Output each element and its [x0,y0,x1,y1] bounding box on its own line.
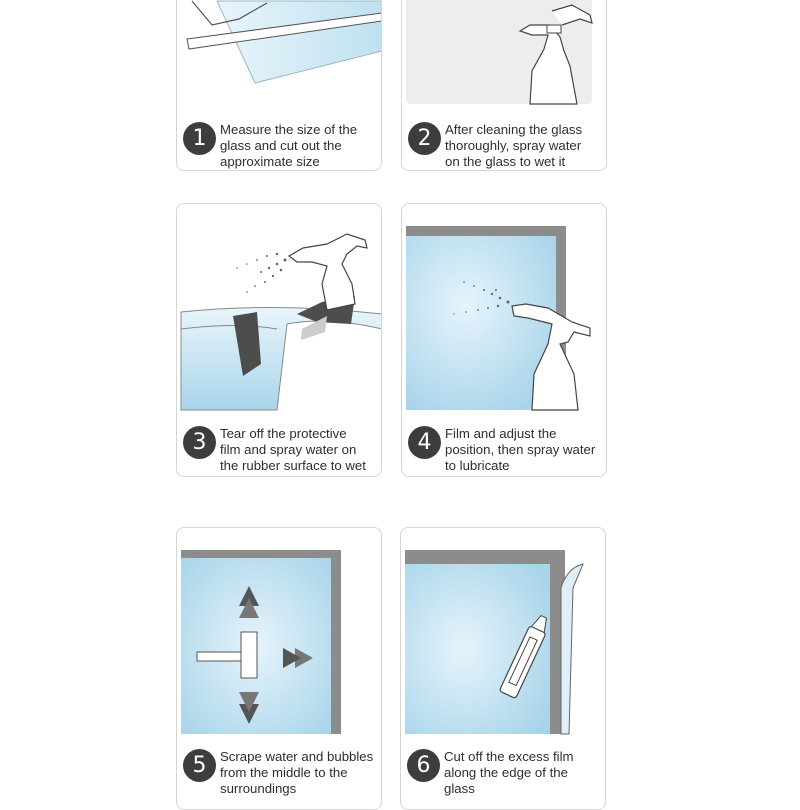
cut-excess-illustration [401,528,606,738]
film-sheet [181,307,382,410]
step-4 [408,426,595,474]
step-caption: After cleaning the glass thoroughly, spray water on the glass to wet it [445,122,583,169]
step-number-badge: 2 [408,122,441,155]
measure-cut-illustration [177,0,382,116]
squeegee-icon [197,652,247,661]
step-caption: Scrape water and bubbles from the middle to the surroundings [220,749,374,796]
step-number-badge: 4 [408,426,441,459]
step-card-1 [176,0,382,171]
step-number-badge: 3 [183,426,216,459]
excess-film-strip [561,564,583,734]
step-5 [183,749,373,797]
glass-sheet [217,1,382,83]
step-number-badge: 5 [183,749,216,782]
step-caption: Film and adjust the position, then spray water to lubricate [445,426,596,473]
step-2 [408,122,582,170]
step-caption: Measure the size of the glass and cut out the approximate size [220,122,358,169]
step-caption: Cut off the excess film along the edge of the glass [444,749,574,796]
step-card-6 [400,527,606,810]
step-3 [183,426,366,474]
step-6 [407,749,574,797]
step-1 [183,122,357,170]
scrape-bubbles-illustration [177,528,382,738]
step-card-3 [176,203,382,477]
step-card-2 [401,0,607,171]
step-caption: Tear off the protective film and spray water on the rubber surface to wet [220,426,366,473]
spray-mist [236,253,286,293]
spray-glass-illustration [402,0,607,116]
spray-bottle-icon [289,234,367,310]
tear-film-illustration [177,204,382,414]
adjust-film-illustration [402,204,607,414]
step-number-badge: 6 [407,749,440,782]
step-card-5 [176,527,382,810]
step-number-badge: 1 [183,122,216,155]
step-card-4 [401,203,607,477]
